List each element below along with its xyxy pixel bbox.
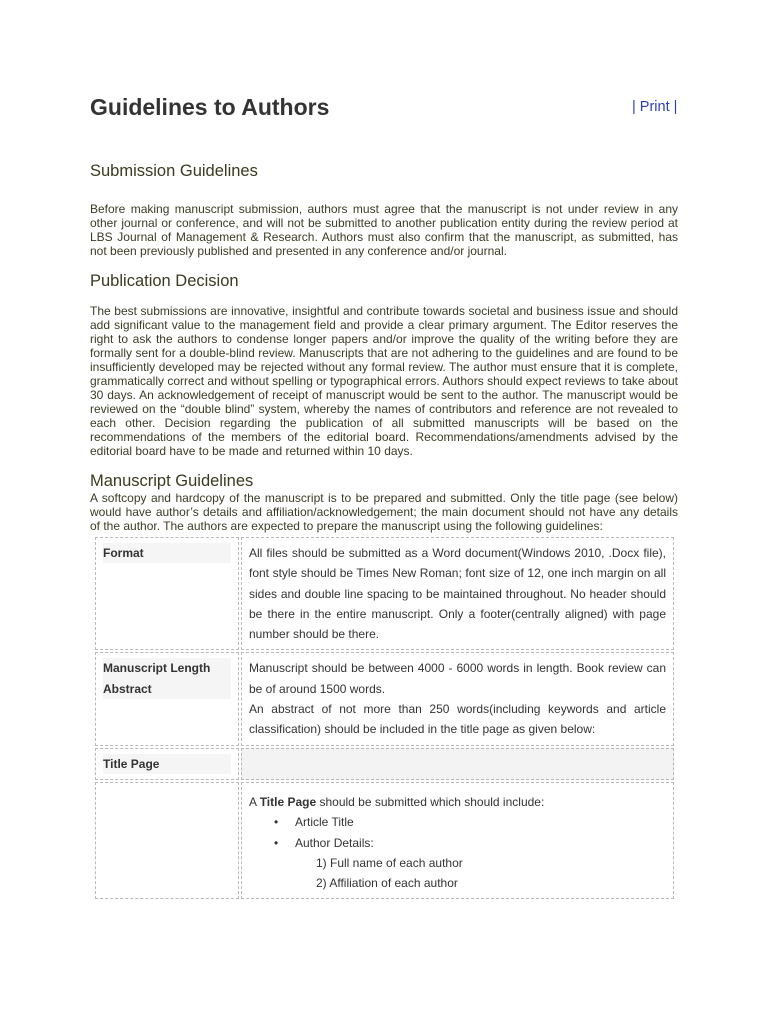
author-detail-item: 1) Full name of each author — [316, 855, 463, 870]
title-page-intro — [249, 792, 666, 812]
publication-body: The best submissions are innovative, insightful and contribute towards societal and business issue and should add significant value to the management field and provide a clear primary argument. The Editor reserves the right to ask the authors to condense longer papers and/or improve the quality of the writing before they are formally sent for a double-blind review. Manuscripts that are not adhering to the guidelines and are found to be insufficiently developed may be rejected without any formal review. The author must ensure that it is complete, grammatically correct and without spelling or typographical errors. Authors should expect reviews to take about 30 days. An acknowledgement of receipt of manuscript would be sent to the author. The manuscript would be reviewed on the “double blind” system, whereby the names of contributors and reference are not revealed to each other. Decision regarding the publication of all submitted manuscripts will be based on the recommendations of the members of the editorial board. Recommendations/amendments advised by the editorial board have to be made and returned within 10 days. — [90, 304, 678, 458]
format-label-cell — [95, 537, 239, 650]
format-text: All files should be submitted as a Word document(Windows 2010, .Docx file), font style should be Times New Roman; font size of 12, one inch margin on all sides and double line spacing to be maintained throughout. No header should be there in the entire manuscript. Only a footer(centrally aligned) with page number should be there. — [241, 537, 674, 650]
length-text-cell — [241, 652, 674, 745]
table-row — [95, 748, 674, 780]
list-item: • Article Title — [295, 812, 666, 832]
title-page-prefix: A — [249, 794, 260, 809]
abstract-text: An abstract of not more than 250 words(including keywords and article classification) should be included in the title page as given below: — [249, 702, 666, 737]
table-row — [95, 652, 674, 745]
manuscript-length-text: Manuscript should be between 4000 - 6000 words in length. Book review can be of around 1500 words. — [249, 661, 666, 696]
format-label: Format — [103, 543, 231, 563]
title-page-suffix: should be submitted which should include: — [316, 794, 545, 809]
submission-heading: Submission Guidelines — [90, 162, 258, 180]
guidelines-table — [93, 535, 676, 901]
title-page-label-cell — [95, 748, 239, 780]
manuscript-body: A softcopy and hardcopy of the manuscript is to be prepared and submitted. Only the title page (see below) would have author’s details and affiliation/acknowledgement; the main document should not have any details of the author. The authors are expected to prepare the manuscript using the following guidelines: — [90, 491, 678, 533]
table-row — [95, 537, 674, 650]
page-title: Guidelines to Authors — [90, 94, 330, 120]
submission-body: Before making manuscript submission, authors must agree that the manuscript is not under review in any other journal or conference, and will not be submitted to another publication entity during the review period at LBS Journal of Management & Research. Authors must also confirm that the manuscript, as submitted, has not been previously published and presented in any conference and/or journal. — [90, 202, 678, 258]
abstract-label: Abstract — [103, 679, 231, 699]
manuscript-heading: Manuscript Guidelines — [90, 472, 254, 490]
title-page-bullet-list — [249, 812, 666, 853]
list-item: • Author Details: — [295, 833, 666, 853]
publication-heading: Publication Decision — [90, 272, 239, 290]
author-detail-item: 2) Affiliation of each author — [316, 876, 458, 891]
title-page-empty-cell — [241, 748, 674, 780]
table-row — [95, 782, 674, 899]
title-page-label: Title Page — [103, 754, 231, 774]
manuscript-length-label: Manuscript Length — [103, 658, 231, 678]
empty-label-cell — [95, 782, 239, 899]
title-page-bold: Title Page — [259, 794, 317, 809]
title-page-detail-cell — [241, 782, 674, 899]
print-link[interactable]: | Print | — [632, 99, 678, 115]
length-label-cell — [95, 652, 239, 745]
print-link-wrapper — [632, 99, 677, 115]
